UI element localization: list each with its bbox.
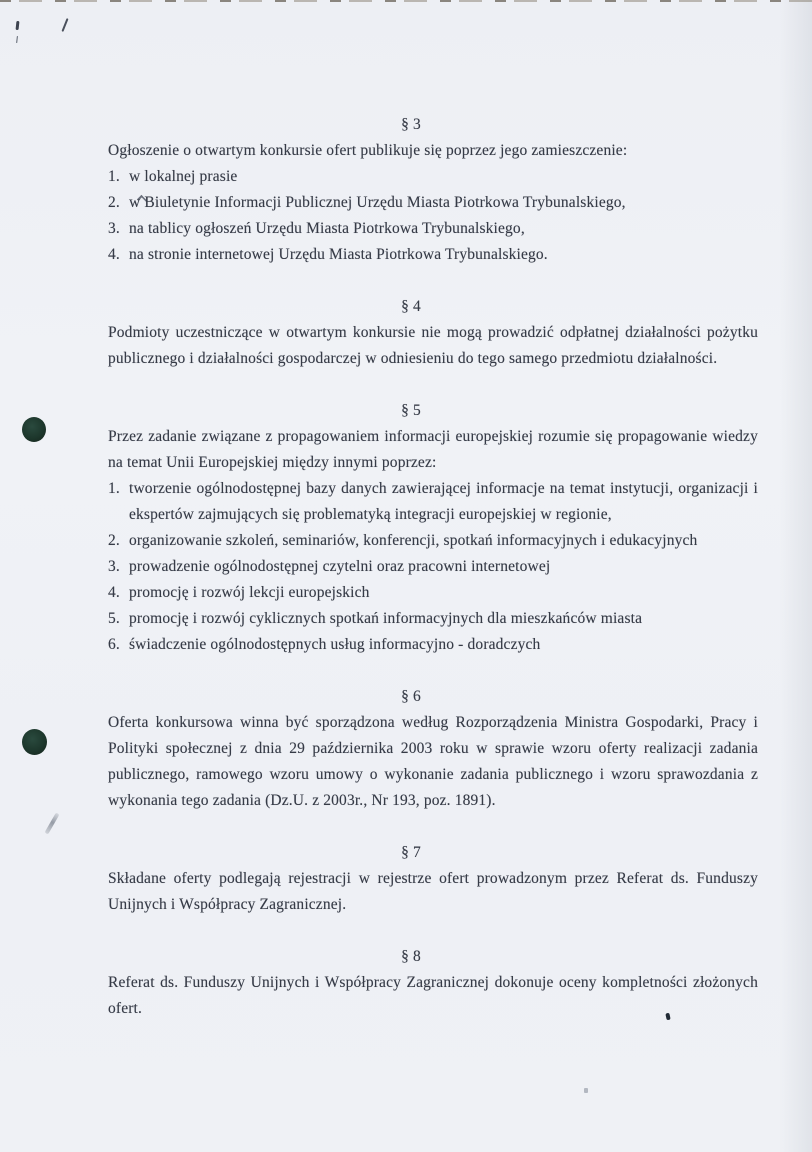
list-item-text: prowadzenie ogólnodostępnej czytelni oraz pracowni internetowej <box>129 558 551 575</box>
list-item <box>108 632 758 658</box>
numbered-list <box>108 164 758 268</box>
section-body: Oferta konkursowa winna być sporządzona według Rozporządzenia Ministra Gospodarki, Pracy i Polityki społecznej z dnia 29 października 2003 roku w sprawie wzoru oferty realizacji zadania publicznego, ramowego wzoru umowy o wykonanie zadania publicznego i wzoru sprawozdania z wykonania tego zadania (Dz.U. z 2003r., Nr 193, poz. 1891). <box>108 714 758 809</box>
list-item-text: promocję i rozwój lekcji europejskich <box>129 584 370 601</box>
list-item-text: organizowanie szkoleń, seminariów, konferencji, spotkań informacyjnych i edukacyjnych <box>129 532 698 549</box>
list-item-text: w lokalnej prasie <box>129 168 238 185</box>
section-par-5 <box>108 398 758 658</box>
list-item-number: 5. <box>108 610 120 627</box>
section-par-8 <box>108 944 758 1022</box>
section-par-7 <box>108 840 758 918</box>
pen-slash-mark <box>45 813 60 835</box>
list-item-number: 6. <box>108 636 120 653</box>
section-par-4 <box>108 294 758 372</box>
list-item-text: w Biuletynie Informacji Publicznej Urzędu Miasta Piotrkowa Trybunalskiego, <box>129 194 626 211</box>
section-body: Podmioty uczestniczące w otwartym konkursie nie mogą prowadzić odpłatnej działalności pożytku publicznego i działalności gospodarczej w odniesieniu do tego samego przedmiotu działalności. <box>108 324 758 367</box>
section-intro: Przez zadanie związane z propagowaniem informacji europejskiej rozumie się propagowanie wiedzy na temat Unii Europejskiej między innymi poprzez: <box>108 428 758 471</box>
section-heading: § 3 <box>401 116 421 133</box>
scan-speck <box>584 1088 588 1093</box>
section-intro: Ogłoszenie o otwartym konkursie ofert publikuje się poprzez jego zamieszczenie: <box>108 142 628 159</box>
list-item-number: 2. <box>108 532 120 549</box>
list-item-number: 2. <box>108 194 120 211</box>
list-item-number: 3. <box>108 220 120 237</box>
list-item-number: 3. <box>108 558 120 575</box>
section-heading: § 8 <box>401 948 421 965</box>
section-heading: § 7 <box>401 844 421 861</box>
punch-hole-dot-top <box>22 417 46 442</box>
section-body: Składane oferty podlegają rejestracji w rejestrze ofert prowadzonym przez Referat ds. Funduszy Unijnych i Współpracy Zagranicznej. <box>108 870 758 913</box>
list-item <box>108 476 758 528</box>
list-item <box>108 606 758 632</box>
list-item-number: 1. <box>108 480 120 497</box>
ink-mark-quote <box>16 21 20 30</box>
list-item-text: na stronie internetowej Urzędu Miasta Piotrkowa Trybunalskiego. <box>129 246 548 263</box>
list-item <box>108 164 758 190</box>
list-item <box>108 190 758 216</box>
numbered-list <box>108 476 758 658</box>
section-par-6 <box>108 684 758 814</box>
list-item-number: 4. <box>108 246 120 263</box>
section-heading: § 6 <box>401 688 421 705</box>
list-item-text: na tablicy ogłoszeń Urzędu Miasta Piotrkowa Trybunalskiego, <box>129 220 525 237</box>
list-item <box>108 216 758 242</box>
ink-mark-slash-top <box>61 18 68 32</box>
list-item-text: tworzenie ogólnodostępnej bazy danych zawierającej informacje na temat instytucji, organizacji i ekspertów zajmujących się problematyką integracji europejskiej w regionie, <box>129 480 758 523</box>
document-page <box>108 0 758 1022</box>
list-item-number: 4. <box>108 584 120 601</box>
section-body: Referat ds. Funduszy Unijnych i Współpracy Zagranicznej dokonuje oceny kompletności złożonych ofert. <box>108 974 758 1017</box>
section-par-3 <box>108 112 758 268</box>
list-item-number: 1. <box>108 168 120 185</box>
punch-hole-dot-bottom <box>22 729 47 755</box>
list-item <box>108 554 758 580</box>
section-heading: § 5 <box>401 402 421 419</box>
list-item <box>108 528 758 554</box>
list-item <box>108 242 758 268</box>
list-item <box>108 580 758 606</box>
section-heading: § 4 <box>401 298 421 315</box>
list-item-text: świadczenie ogólnodostępnych usług informacyjno - doradczych <box>129 636 541 653</box>
list-item-text: promocję i rozwój cyklicznych spotkań informacyjnych dla mieszkańców miasta <box>129 610 643 627</box>
